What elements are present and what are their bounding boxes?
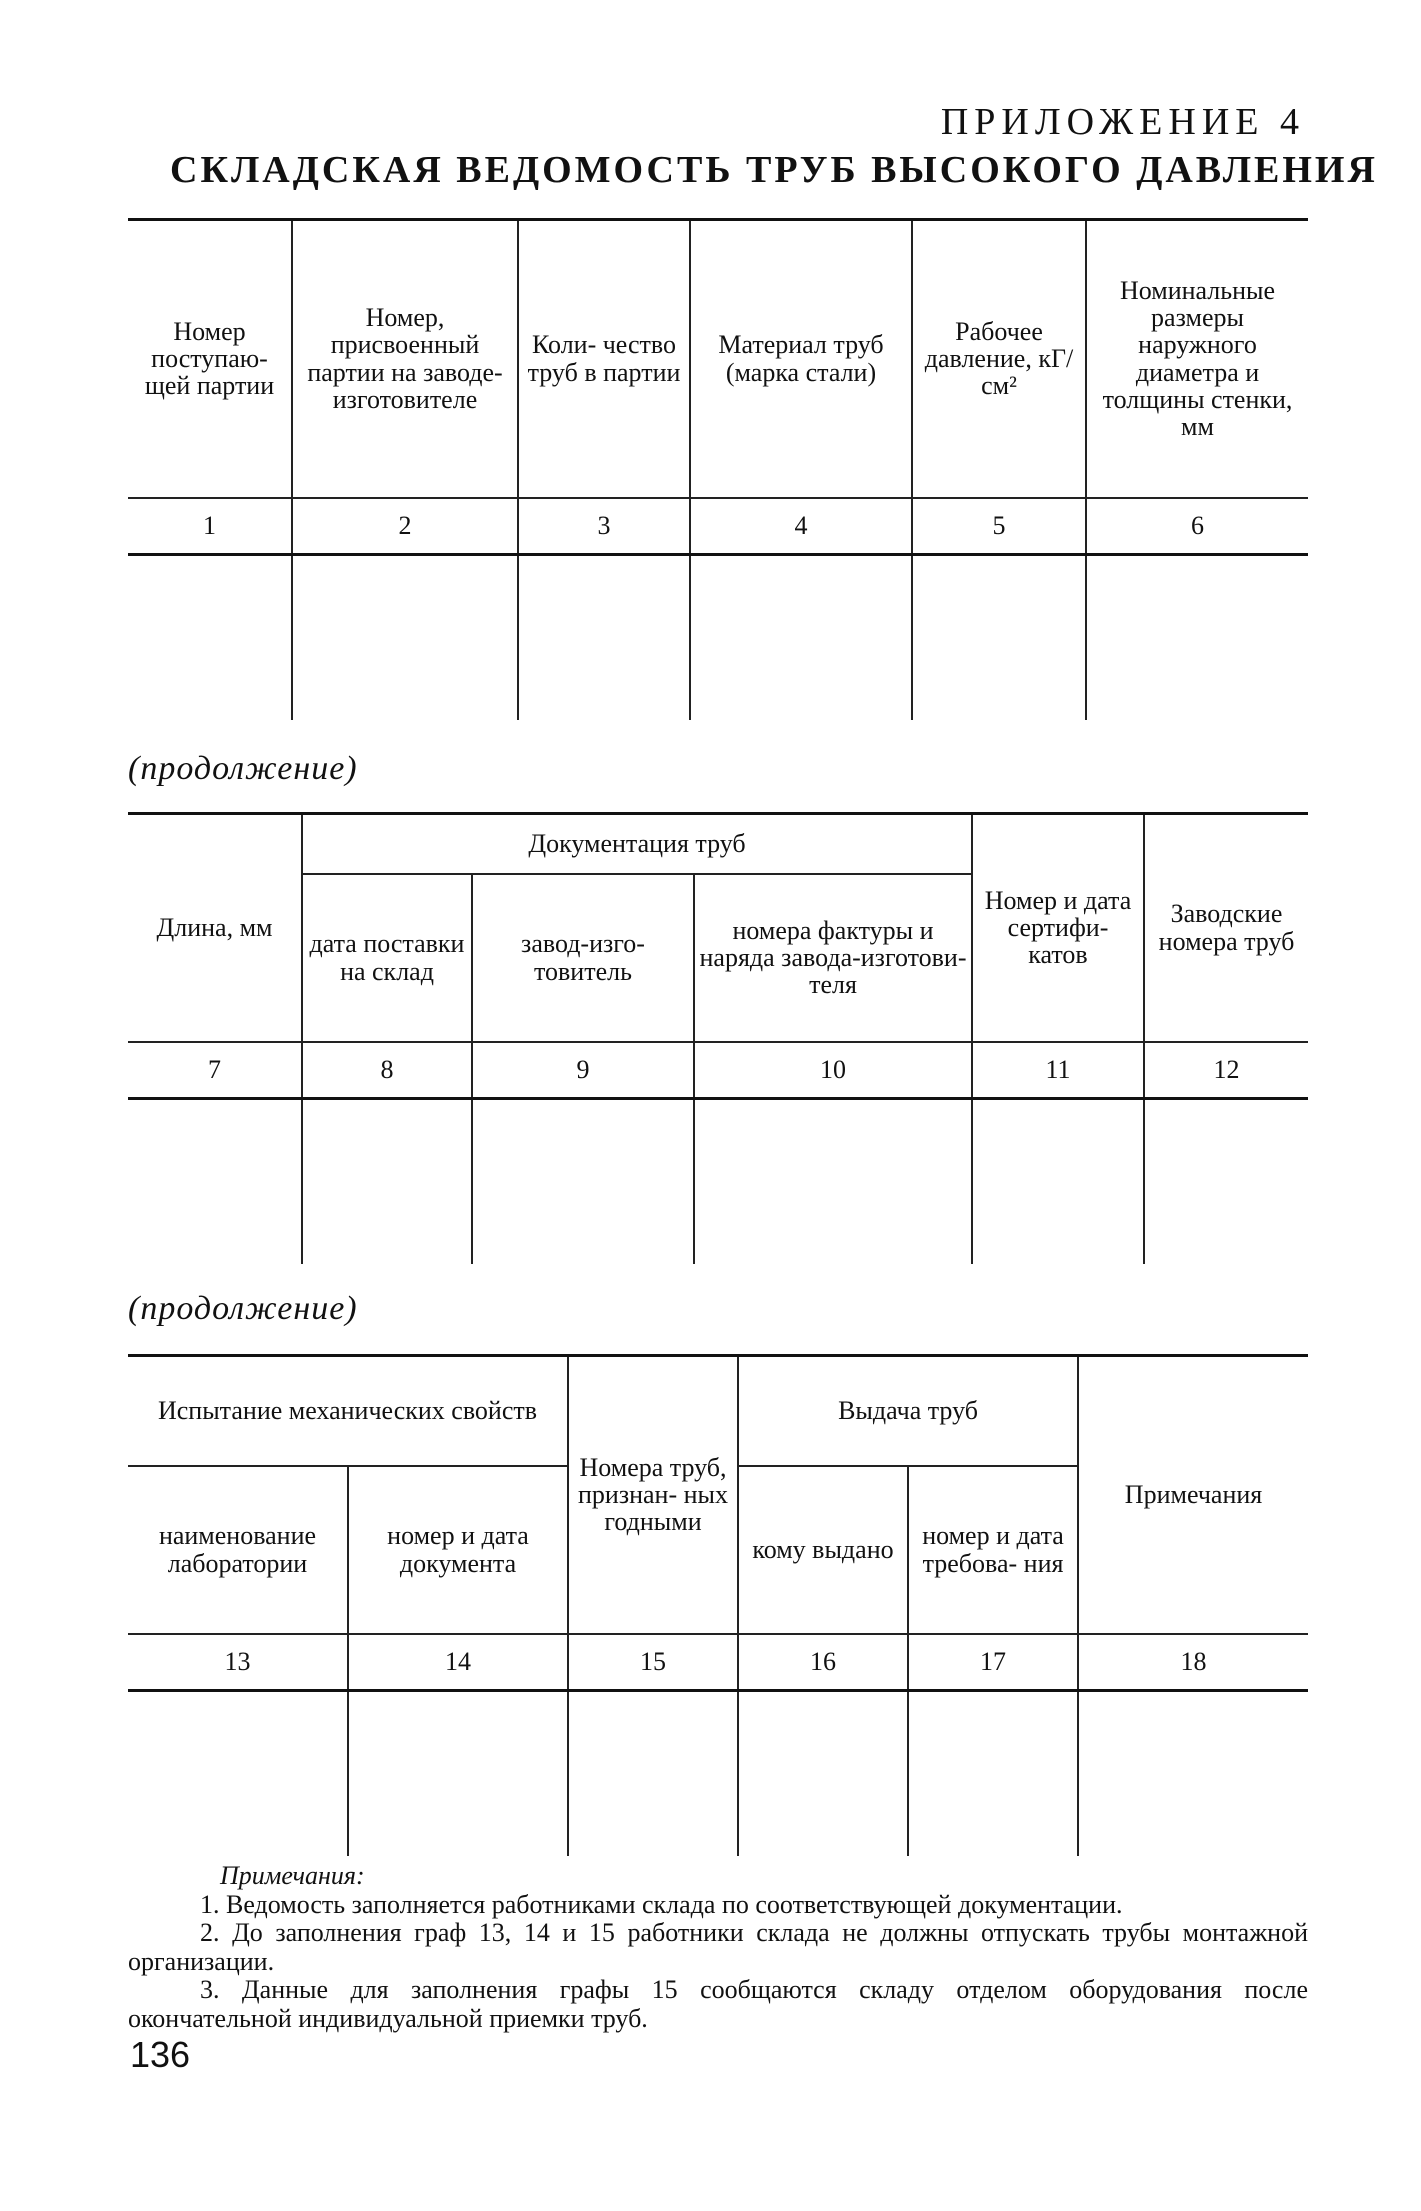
col-number: 3 <box>518 498 690 555</box>
table-cell-empty <box>694 1098 972 1264</box>
col-header-issued-to: кому выдано <box>738 1466 908 1634</box>
note-item: 3. Данные для заполнения графы 15 сообщаются складу отделом оборудования после окончательной индивидуальной приемки труб. <box>128 1975 1308 2033</box>
col-header-request: номер и дата требова- ния <box>908 1466 1078 1634</box>
appendix-label: ПРИЛОЖЕНИЕ 4 <box>940 101 1305 143</box>
col-header-invoice-numbers: номера фактуры и наряда завода-изготови- теля <box>694 874 972 1042</box>
table-cell-empty <box>348 1690 568 1856</box>
col-group-pipe-issue: Выдача труб <box>738 1356 1078 1466</box>
col-group-mechanical-tests: Испытание механических свойств <box>128 1356 568 1466</box>
col-header-document: номер и дата документа <box>348 1466 568 1634</box>
table-cell-empty <box>1144 1098 1308 1264</box>
table-cell-empty <box>128 1098 302 1264</box>
table-cell-empty <box>738 1690 908 1856</box>
col-header-laboratory: наименование лаборатории <box>128 1466 348 1634</box>
table-cell-empty <box>690 554 912 720</box>
table-cell-empty <box>302 1098 472 1264</box>
col-header-factory-batch-number: Номер, присвоенный партии на заводе- изготовителе <box>292 220 518 498</box>
table-cell-empty <box>1078 1690 1308 1856</box>
col-number: 14 <box>348 1634 568 1691</box>
table-cell-empty <box>472 1098 694 1264</box>
col-header-length: Длина, мм <box>128 814 302 1042</box>
col-number: 1 <box>128 498 292 555</box>
col-group-documentation: Документация труб <box>302 814 972 874</box>
page-title: СКЛАДСКАЯ ВЕДОМОСТЬ ТРУБ ВЫСОКОГО ДАВЛЕНИЯ <box>170 149 1378 191</box>
col-header-pipe-count: Коли- чество труб в партии <box>518 220 690 498</box>
table-part-2 <box>128 812 1308 1264</box>
notes-title: Примечания: <box>220 1861 365 1890</box>
col-number: 18 <box>1078 1634 1308 1691</box>
continuation-label: (продолжение) <box>128 1290 358 1327</box>
col-header-manufacturer: завод-изго- товитель <box>472 874 694 1042</box>
table-cell-empty <box>908 1690 1078 1856</box>
table-part-1 <box>128 218 1308 720</box>
col-header-certificates: Номер и дата сертифи- катов <box>972 814 1144 1042</box>
col-number: 5 <box>912 498 1086 555</box>
col-number: 15 <box>568 1634 738 1691</box>
col-number: 6 <box>1086 498 1308 555</box>
table-cell-empty <box>518 554 690 720</box>
col-header-nominal-dimensions: Номинальные размеры наружного диаметра и толщины стенки, мм <box>1086 220 1308 498</box>
table-part-3 <box>128 1354 1308 1856</box>
table-cell-empty <box>972 1098 1144 1264</box>
page-number: 136 <box>130 2034 191 2075</box>
table-cell-empty <box>912 554 1086 720</box>
col-number: 7 <box>128 1042 302 1099</box>
table-cell-empty <box>128 554 292 720</box>
continuation-label: (продолжение) <box>128 750 358 787</box>
note-item: 1. Ведомость заполняется работниками склада по соответствующей документации. <box>200 1889 1123 1919</box>
col-header-delivery-date: дата поставки на склад <box>302 874 472 1042</box>
table-cell-empty <box>1086 554 1308 720</box>
col-number: 11 <box>972 1042 1144 1099</box>
table-cell-empty <box>128 1690 348 1856</box>
col-number: 12 <box>1144 1042 1308 1099</box>
col-number: 13 <box>128 1634 348 1691</box>
notes-section <box>128 1862 1308 2034</box>
col-header-remarks: Примечания <box>1078 1356 1308 1634</box>
col-number: 9 <box>472 1042 694 1099</box>
col-number: 8 <box>302 1042 472 1099</box>
col-number: 16 <box>738 1634 908 1691</box>
col-header-material: Материал труб (марка стали) <box>690 220 912 498</box>
col-header-factory-numbers: Заводские номера труб <box>1144 814 1308 1042</box>
col-number: 2 <box>292 498 518 555</box>
note-item: 2. До заполнения граф 13, 14 и 15 работники склада не должны отпускать трубы монтажной организации. <box>128 1918 1308 1976</box>
table-cell-empty <box>568 1690 738 1856</box>
col-header-approved-pipes: Номера труб, признан- ных годными <box>568 1356 738 1634</box>
col-header-batch-number: Номер поступаю- щей партии <box>128 220 292 498</box>
col-number: 10 <box>694 1042 972 1099</box>
col-header-working-pressure: Рабочее давление, кГ/см² <box>912 220 1086 498</box>
col-number: 17 <box>908 1634 1078 1691</box>
col-number: 4 <box>690 498 912 555</box>
table-cell-empty <box>292 554 518 720</box>
